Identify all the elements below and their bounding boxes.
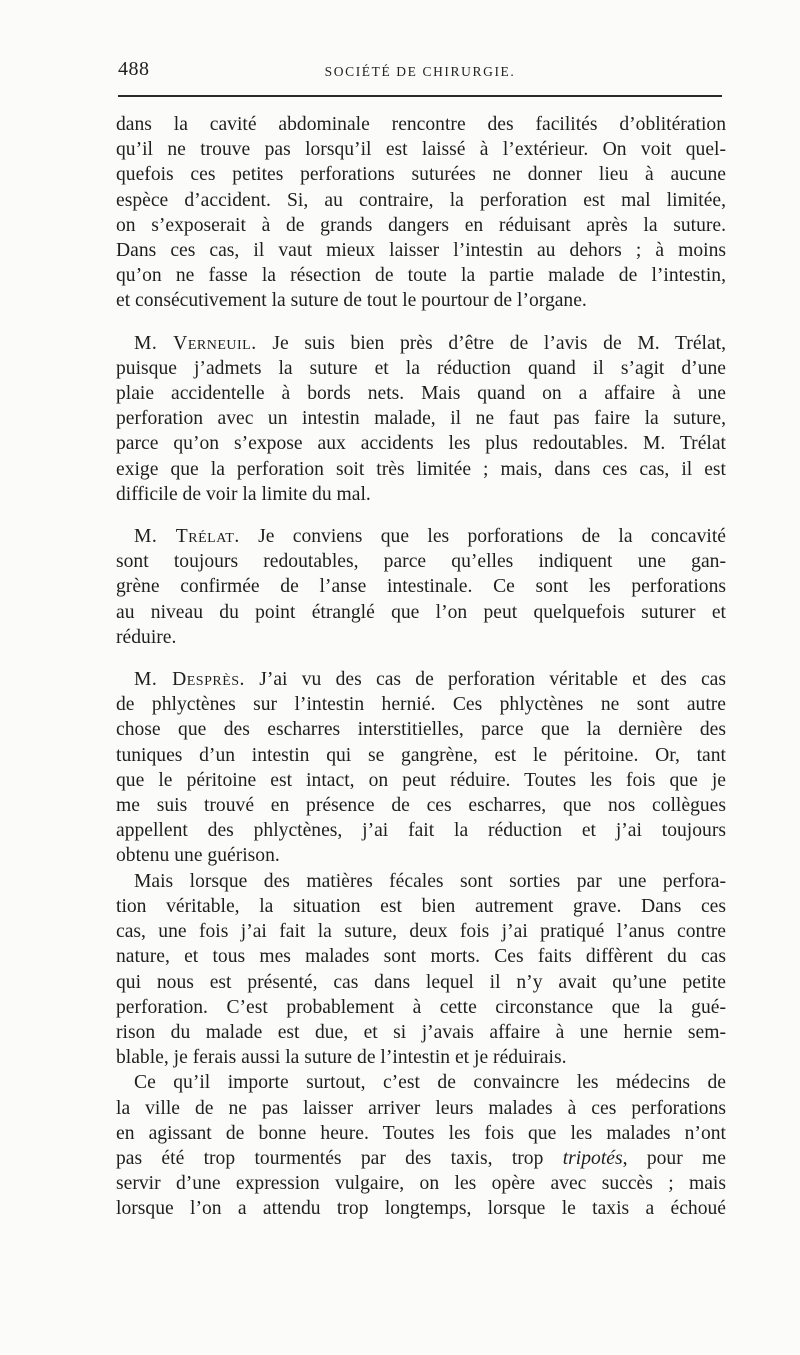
- text-line: qu’il ne trouve pas lorsqu’il est laissé à l’extérieur. On voit quel-: [116, 139, 726, 161]
- page-body: [116, 112, 726, 1222]
- text-line: puisque j’admets la suture et la réduction quand il s’agit d’une: [116, 357, 726, 379]
- text-line: on s’exposerait à de grands dangers en réduisant après la suture.: [116, 214, 726, 236]
- text-line: dans la cavité abdominale rencontre des facilités d’oblitération: [116, 114, 726, 135]
- text-line: sont toujours redoutables, parce qu’elles indiquent une gan-: [116, 551, 726, 573]
- line-text: pas été trop tourmentés par des taxis, trop: [116, 1147, 563, 1169]
- text-line: et consécutivement la suture de tout le pourtour de l’organe.: [116, 290, 587, 312]
- line-text: Je suis bien près d’être de l’avis de M. Trélat,: [256, 332, 727, 354]
- speaker-name: M. Desprès.: [134, 669, 245, 691]
- text-line: [116, 667, 726, 692]
- text-line: nature, et tous mes malades sont morts. Ces faits diffèrent du cas: [116, 946, 726, 968]
- text-line: parce qu’on s’expose aux accidents les plus redoutables. M. Trélat: [116, 433, 726, 455]
- line-text: , pour me: [622, 1147, 726, 1169]
- text-line: [116, 1146, 726, 1171]
- page-number: 488: [118, 58, 150, 80]
- text-line: la ville de ne pas laisser arriver leurs malades à ces perforations: [116, 1097, 726, 1119]
- text-line: [116, 524, 726, 549]
- text-line: espèce d’accident. Si, au contraire, la perforation est mal limitée,: [116, 189, 726, 211]
- text-line: perforation avec un intestin malade, il ne faut pas faire la suture,: [116, 408, 726, 430]
- text-line: grène confirmée de l’anse intestinale. Ce sont les perforations: [116, 576, 726, 598]
- text-line: Dans ces cas, il vaut mieux laisser l’intestin au dehors ; à moins: [116, 240, 726, 262]
- text-line: plaie accidentelle à bords nets. Mais quand on a affaire à une: [116, 383, 726, 405]
- paragraph: [116, 112, 726, 314]
- text-line: réduire.: [116, 626, 177, 648]
- text-line: cas, une fois j’ai fait la suture, deux fois j’ai pratiqué l’anus contre: [116, 921, 726, 943]
- text-line: Ce qu’il importe surtout, c’est de convaincre les médecins de: [134, 1072, 726, 1094]
- header-rule: [118, 95, 722, 97]
- text-line: quefois ces petites perforations suturées ne donner lieu à aucune: [116, 164, 726, 186]
- paragraph: [116, 1070, 726, 1221]
- paragraph-verneuil: [116, 331, 726, 507]
- text-line: servir d’une expression vulgaire, on les opère avec succès ; mais: [116, 1173, 726, 1195]
- paragraph-trelat: [116, 524, 726, 650]
- text-line: de phlyctènes sur l’intestin hernié. Ces phlyctènes ne sont autre: [116, 694, 726, 716]
- speaker-name: M. Verneuil.: [134, 332, 257, 354]
- page-header: [118, 58, 722, 92]
- line-text: Je conviens que les porforations de la concavité: [239, 526, 726, 548]
- text-line: chose que des escharres interstitielles, parce que la dernière des: [116, 719, 726, 741]
- text-line: blable, je ferais aussi la suture de l’intestin et je réduirais.: [116, 1047, 567, 1069]
- text-line: qui nous est présenté, cas dans lequel il n’y avait qu’une petite: [116, 971, 726, 993]
- running-title: SOCIÉTÉ DE CHIRURGIE.: [324, 64, 516, 79]
- text-line: me suis trouvé en présence de ces escharres, que nos collègues: [116, 795, 726, 817]
- text-line: en agissant de bonne heure. Toutes les fois que les malades n’ont: [116, 1122, 726, 1144]
- text-line: qu’on ne fasse la résection de toute la partie malade de l’intestin,: [116, 265, 726, 287]
- text-line: difficile de voir la limite du mal.: [116, 483, 371, 505]
- text-line: exige que la perforation soit très limitée ; mais, dans ces cas, il est: [116, 458, 726, 480]
- speaker-name: M. Trélat.: [134, 526, 240, 548]
- line-text: J’ai vu des cas de perforation véritable et des cas: [244, 669, 726, 691]
- text-line: [116, 331, 726, 356]
- text-line: tuniques d’un intestin qui se gangrène, est le péritoine. Or, tant: [116, 744, 726, 766]
- text-line: Mais lorsque des matières fécales sont sorties par une perfora-: [134, 870, 726, 892]
- text-line: lorsque l’on a attendu trop longtemps, lorsque le taxis a échoué: [116, 1198, 726, 1220]
- italic-word: tripotés: [562, 1147, 623, 1169]
- text-line: tion véritable, la situation est bien autrement grave. Dans ces: [116, 895, 726, 917]
- text-line: perforation. C’est probablement à cette circonstance que la gué-: [116, 996, 726, 1018]
- text-line: au niveau du point étranglé que l’on peut quelquefois suturer et: [116, 601, 726, 623]
- text-line: obtenu une guérison.: [116, 845, 280, 867]
- paragraph-despres: [116, 667, 726, 869]
- text-line: que le péritoine est intact, on peut réduire. Toutes les fois que je: [116, 769, 726, 791]
- paragraph: [116, 869, 726, 1071]
- text-line: rison du malade est due, et si j’avais affaire à une hernie sem-: [116, 1021, 726, 1043]
- text-line: appellent des phlyctènes, j’ai fait la réduction et j’ai toujours: [116, 820, 726, 842]
